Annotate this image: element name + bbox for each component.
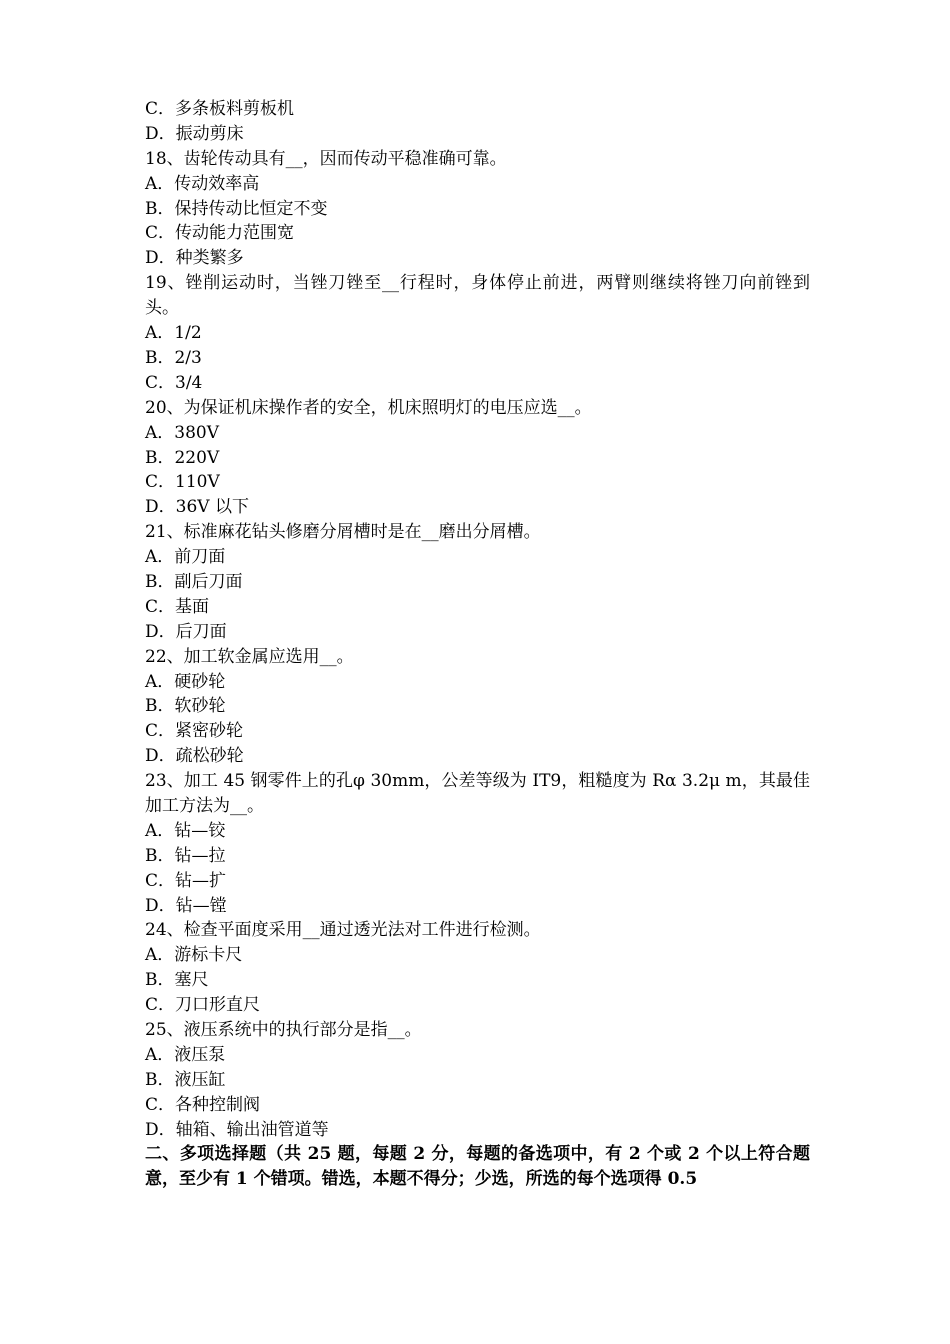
- option-b-q19: B．2/3: [145, 347, 202, 368]
- option-c-q18: C．传动能力范围宽: [145, 223, 295, 244]
- section-heading-multiple-choice: 二、多项选择题（共 25 题，每题 2 分，每题的备选项中，有 2 个或 2 个以上符合题意，至少有 1 个错项。错选，本题不得分；少选，所选的每个选项得 0.5: [145, 1144, 810, 1190]
- question-22: 22、加工软金属应选用__。: [145, 646, 354, 667]
- option-c-q22: C．紧密砂轮: [145, 721, 244, 742]
- option-d-q22: D．疏松砂轮: [145, 746, 244, 767]
- option-c-q21: C．基面: [145, 596, 210, 617]
- option-b-q21: B．副后刀面: [145, 571, 243, 592]
- document-page: [145, 97, 810, 1192]
- option-b-q24: B．塞尺: [145, 970, 209, 991]
- option-d-q25: D．轴箱、输出油管道等: [145, 1119, 329, 1140]
- option-b-q25: B．液压缸: [145, 1069, 226, 1090]
- question-18: 18、齿轮传动具有__，因而传动平稳准确可靠。: [145, 148, 507, 169]
- option-b-q22: B．软砂轮: [145, 696, 226, 717]
- question-23: 23、加工 45 钢零件上的孔φ 30mm，公差等级为 IT9，粗糙度为 Rα 3.2μ m，其最佳加工方法为__。: [145, 771, 810, 816]
- option-b-q18: B．保持传动比恒定不变: [145, 198, 328, 219]
- option-a-q19: A．1/2: [145, 323, 202, 344]
- option-c-q19: C．3/4: [145, 372, 203, 393]
- option-c-q20: C．110V: [145, 472, 220, 493]
- option-c-q23: C．钻—扩: [145, 870, 227, 891]
- option-a-q23: A．钻—铰: [145, 820, 226, 841]
- option-a-q22: A．硬砂轮: [145, 671, 226, 692]
- option-a-q18: A．传动效率高: [145, 173, 260, 194]
- question-19: 19、锉削运动时，当锉刀锉至__行程时，身体停止前进，两臂则继续将锉刀向前锉到头。: [145, 273, 810, 319]
- option-c-q24: C．刀口形直尺: [145, 995, 261, 1016]
- option-a-q21: A．前刀面: [145, 547, 226, 568]
- option-a-q20: A．380V: [145, 422, 220, 443]
- question-25: 25、液压系统中的执行部分是指__。: [145, 1020, 422, 1041]
- option-d-q18: D．种类繁多: [145, 248, 244, 269]
- option-d-q20: D．36V 以下: [145, 497, 249, 518]
- option-b-q23: B．钻—拉: [145, 845, 226, 866]
- question-20: 20、为保证机床操作者的安全，机床照明灯的电压应选__。: [145, 397, 592, 418]
- option-d-q21: D．后刀面: [145, 621, 227, 642]
- option-d-q23: D．钻—镗: [145, 895, 227, 916]
- option-c-q25: C．各种控制阀: [145, 1094, 261, 1115]
- option-a-q25: A．液压泵: [145, 1044, 226, 1065]
- option-c-q17: C．多条板料剪板机: [145, 99, 295, 119]
- option-b-q20: B．220V: [145, 447, 220, 468]
- question-24: 24、检查平面度采用__通过透光法对工件进行检测。: [145, 920, 541, 941]
- option-d-q17: D．振动剪床: [145, 123, 244, 144]
- option-a-q24: A．游标卡尺: [145, 945, 243, 966]
- question-21: 21、标准麻花钻头修磨分屑槽时是在__磨出分屑槽。: [145, 522, 541, 543]
